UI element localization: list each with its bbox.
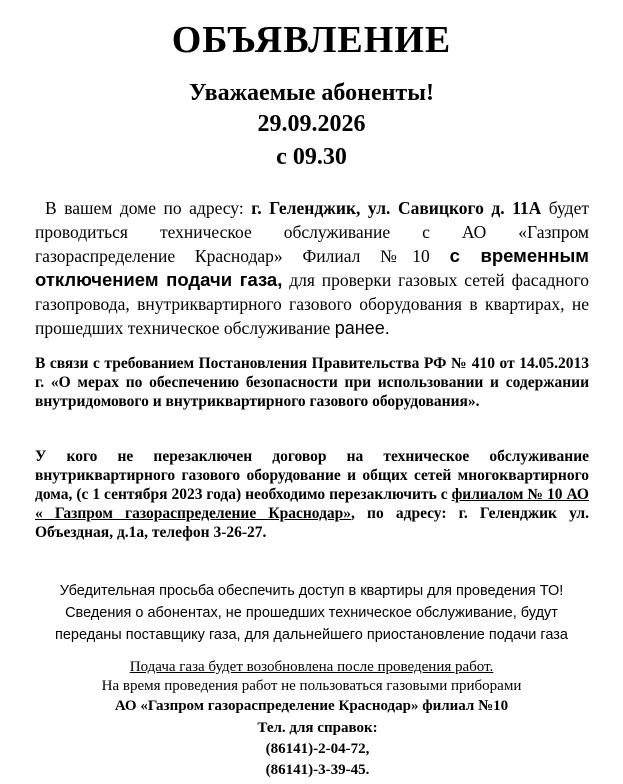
regulation-paragraph: В связи с требованием Постановления Правительства РФ № 410 от 14.05.2013 г. «О мерах по обеспечению безопасности при использовании и содержании внутридомового и внутриквартирного газового оборудования». — [35, 355, 589, 410]
notice-line-3: переданы поставщику газа, для дальнейшего приостановление подачи газа — [55, 627, 568, 643]
usage-warning: На время проведения работ не пользоваться газовыми приборами — [101, 678, 522, 694]
p1-text-2: будет проводиться техническое обслуживание с АО «Газпром газораспределение Краснодар» Филиал №10 — [35, 198, 589, 266]
p1-text-1: В вашем доме по адресу: — [45, 198, 252, 218]
phones-label: Тел. для справок: — [257, 720, 378, 736]
p3-text-2: , по адресу: г. Геленджик ул. Объездная, д.1а, телефон 3-26-27. — [35, 505, 589, 541]
p1-text-4: ранее. — [334, 318, 390, 338]
organization-name: АО «Газпром газораспределение Краснодар» филиал №10 — [114, 698, 509, 714]
notice-line-1: Убедительная просьба обеспечить доступ в квартиры для проведения ТО! — [59, 583, 564, 599]
greeting: Уважаемые абоненты! — [189, 80, 434, 106]
contract-paragraph — [35, 447, 589, 542]
address: г. Геленджик, ул. Савицкого д. 11А — [251, 198, 542, 218]
gas-shutoff-highlight: с временным отключением подачи газа, — [35, 245, 589, 290]
notice-line-2: Сведения о абонентах, не прошедших техническое обслуживание, будут — [65, 605, 558, 621]
branch-link: филиалом № 10 АО « Газпром газораспределение Краснодар» — [35, 486, 589, 522]
announcement-date: 29.09.2026 — [257, 111, 366, 137]
phone-number-2: (86141)-3-39-45. — [265, 762, 370, 778]
p1-text-3: для проверки газовых сетей фасадного газопровода, внутриквартирного газового оборудования в квартирах, не прошедших техническое обслуживание — [35, 270, 589, 338]
announcement-title: ОБЪЯВЛЕНИЕ — [171, 19, 452, 61]
main-paragraph — [35, 196, 589, 340]
resume-notice: Подача газа будет возобновлена после проведения работ. — [129, 659, 494, 675]
phone-number-1: (86141)-2-04-72, — [265, 741, 370, 757]
p3-text-1: У кого не перезаключен договор на техническое обслуживание внутриквартирного газового оборудование и общих сетей многоквартирного дома, (с 1 сентября 2023 года) необходимо перезаключить с — [35, 448, 589, 503]
announcement-time: с 09.30 — [276, 144, 347, 170]
